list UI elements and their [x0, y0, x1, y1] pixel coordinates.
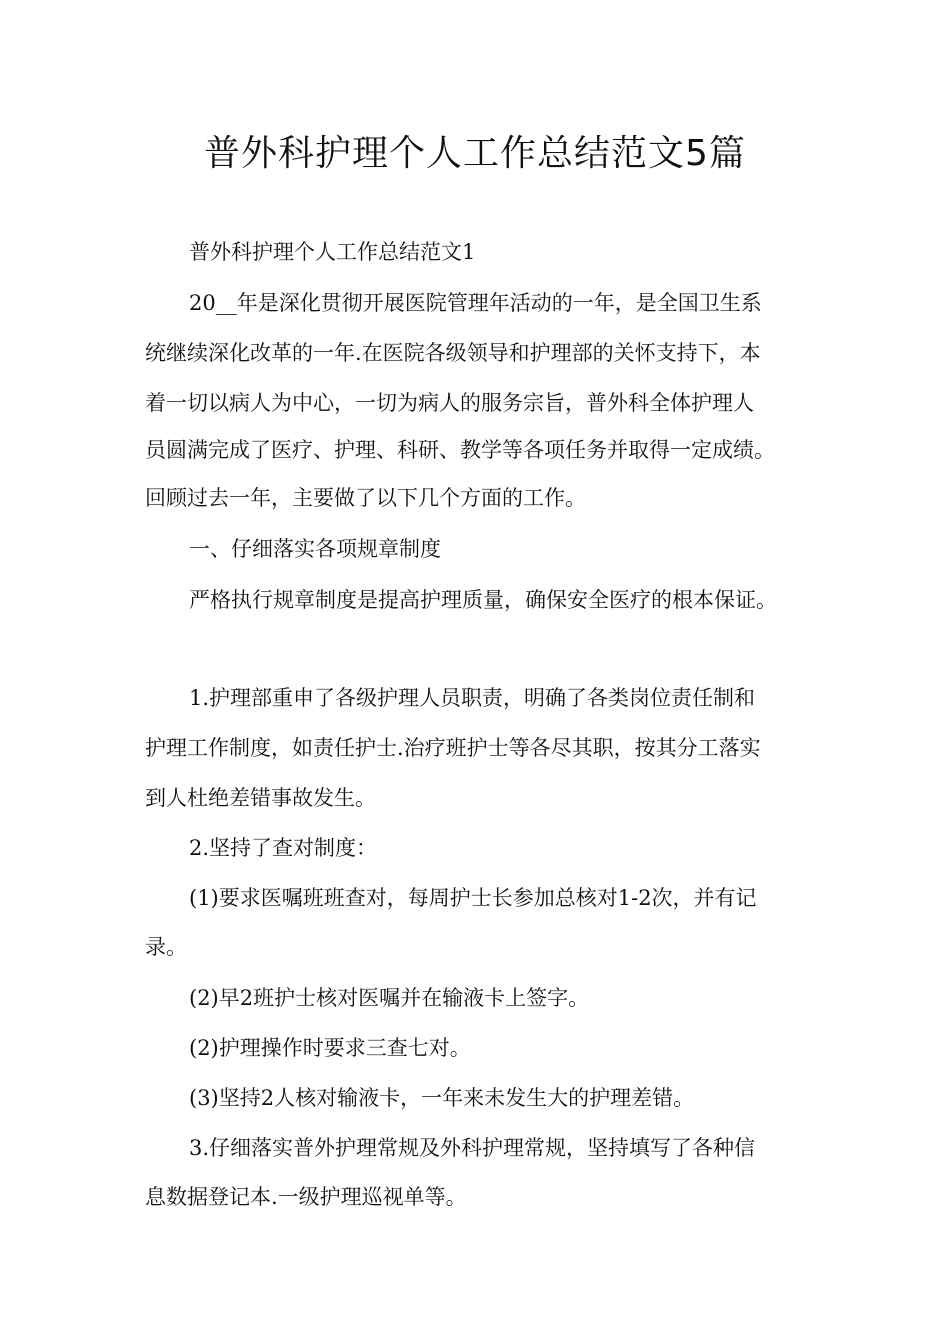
subsection-heading: 一、仔细落实各项规章制度	[189, 537, 441, 561]
paragraph-line: 20__年是深化贯彻开展医院管理年活动的一年，是全国卫生系	[189, 291, 762, 315]
paragraph-line: 3.仔细落实普外护理常规及外科护理常规，坚持填写了各种信	[189, 1136, 756, 1160]
paragraph-line: 到人杜绝差错事故发生。	[145, 786, 376, 810]
paragraph-line: 统继续深化改革的一年.在医院各级领导和护理部的关怀支持下，本	[145, 341, 761, 365]
paragraph-line: (1)要求医嘱班班查对，每周护士长参加总核对1-2次，并有记	[189, 886, 757, 910]
paragraph-line: 息数据登记本.一级护理巡视单等。	[145, 1185, 467, 1209]
paragraph-line: 严格执行规章制度是提高护理质量，确保安全医疗的根本保证。	[189, 588, 777, 612]
paragraph-line: (3)坚持2人核对输液卡，一年来未发生大的护理差错。	[189, 1086, 695, 1110]
paragraph-line: (2)早2班护士核对医嘱并在输液卡上签字。	[189, 986, 590, 1010]
paragraph-line: 1.护理部重申了各级护理人员职责，明确了各类岗位责任制和	[189, 686, 756, 710]
section-heading: 普外科护理个人工作总结范文1	[189, 240, 476, 264]
document-title: 普外科护理个人工作总结范文5篇	[204, 133, 746, 174]
paragraph-line: 录。	[145, 935, 187, 959]
paragraph-line: 护理工作制度，如责任护士.治疗班护士等各尽其职，按其分工落实	[145, 736, 761, 760]
paragraph-line: 回顾过去一年，主要做了以下几个方面的工作。	[145, 486, 586, 510]
paragraph-line: 着一切以病人为中心，一切为病人的服务宗旨，普外科全体护理人	[145, 391, 754, 415]
paragraph-line: 2.坚持了查对制度：	[189, 836, 378, 860]
paragraph-line: (2)护理操作时要求三查七对。	[189, 1036, 471, 1060]
paragraph-line: 员圆满完成了医疗、护理、科研、教学等各项任务并取得一定成绩。	[145, 438, 775, 462]
